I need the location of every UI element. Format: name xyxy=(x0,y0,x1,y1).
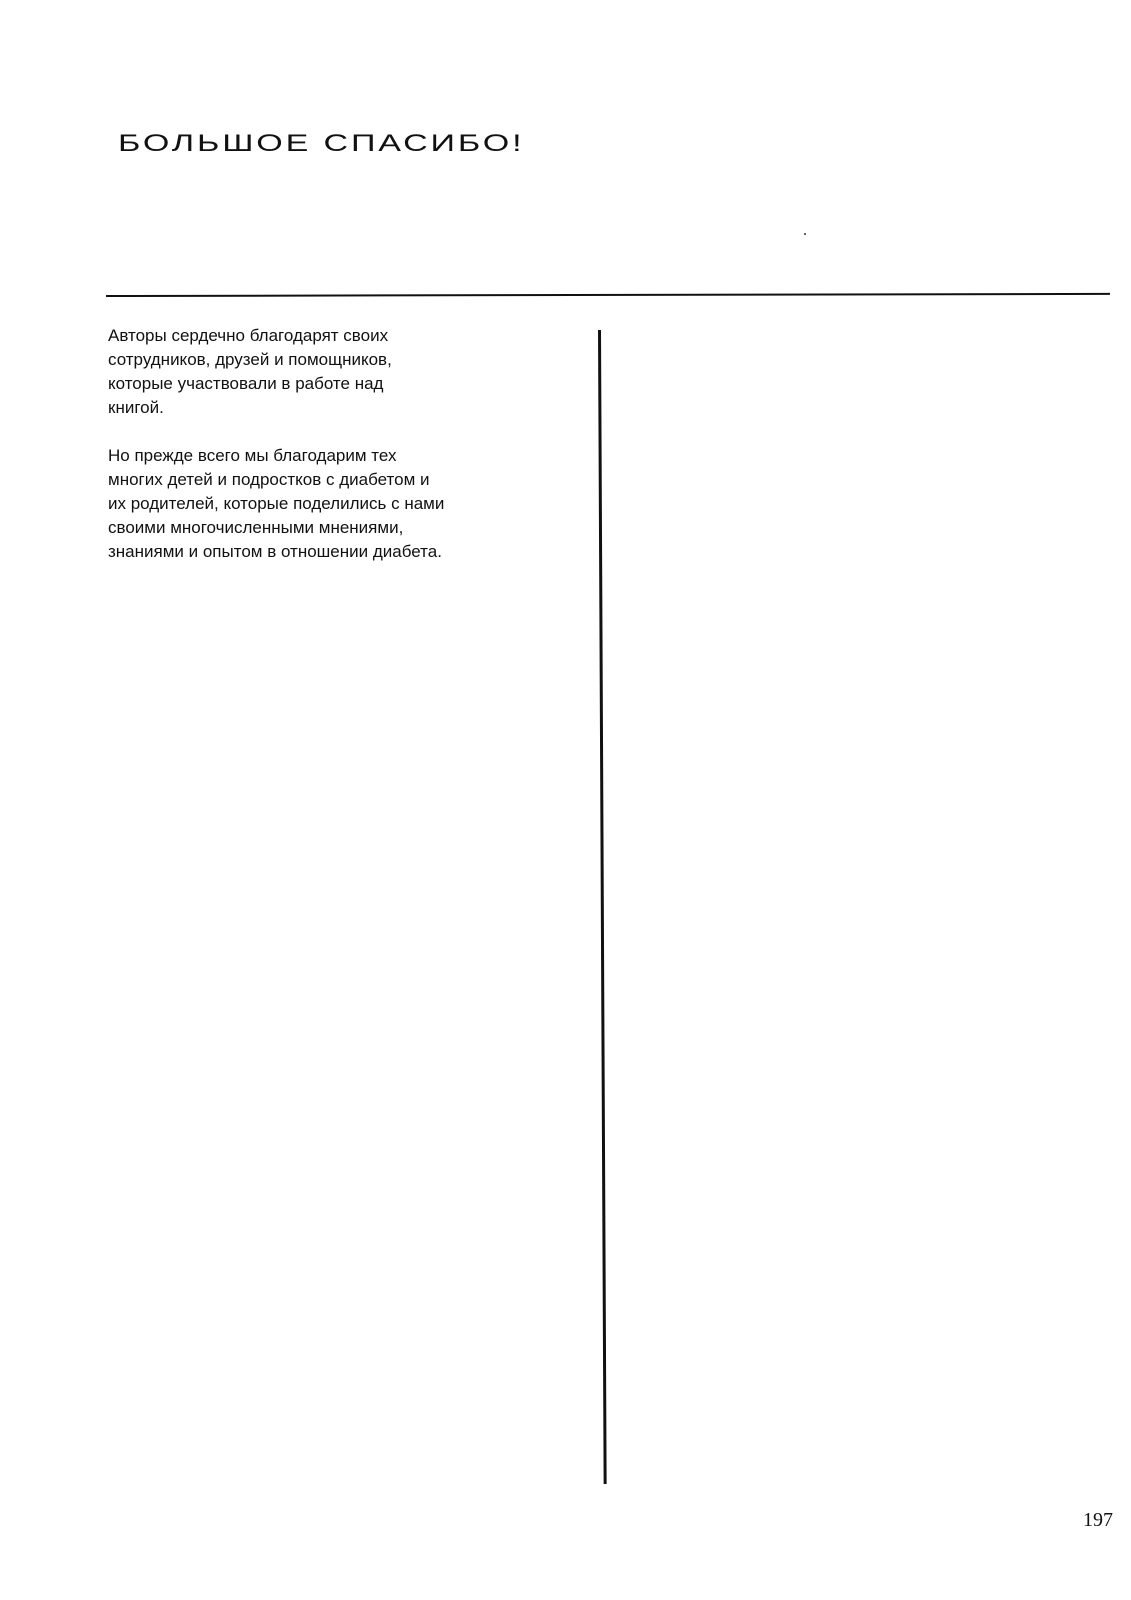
text-line: сотрудников, друзей и помощников, xyxy=(108,350,392,369)
text-line: знаниями и опытом в отношении диабета. xyxy=(108,542,442,561)
text-line: книгой. xyxy=(108,398,164,417)
page-number: 197 xyxy=(1083,1509,1113,1531)
text-line: своими многочисленными мнениями, xyxy=(108,518,404,537)
text-line: которые участвовали в работе над xyxy=(108,374,384,393)
text-line: их родителей, которые поделились с нами xyxy=(108,494,445,513)
horizontal-rule xyxy=(106,293,1110,297)
acknowledgement-paragraph-2 xyxy=(108,444,568,564)
text-line: Но прежде всего мы благодарим тех xyxy=(108,446,397,465)
vertical-rule xyxy=(598,330,607,1484)
page-title: БОЛЬШОЕ СПАСИБО! xyxy=(118,130,525,157)
text-line: многих детей и подростков с диабетом и xyxy=(108,470,430,489)
acknowledgement-paragraph-1 xyxy=(108,324,568,420)
text-line: Авторы сердечно благодарят своих xyxy=(108,326,389,345)
acknowledgement-text xyxy=(108,324,568,564)
print-speck xyxy=(804,233,806,235)
